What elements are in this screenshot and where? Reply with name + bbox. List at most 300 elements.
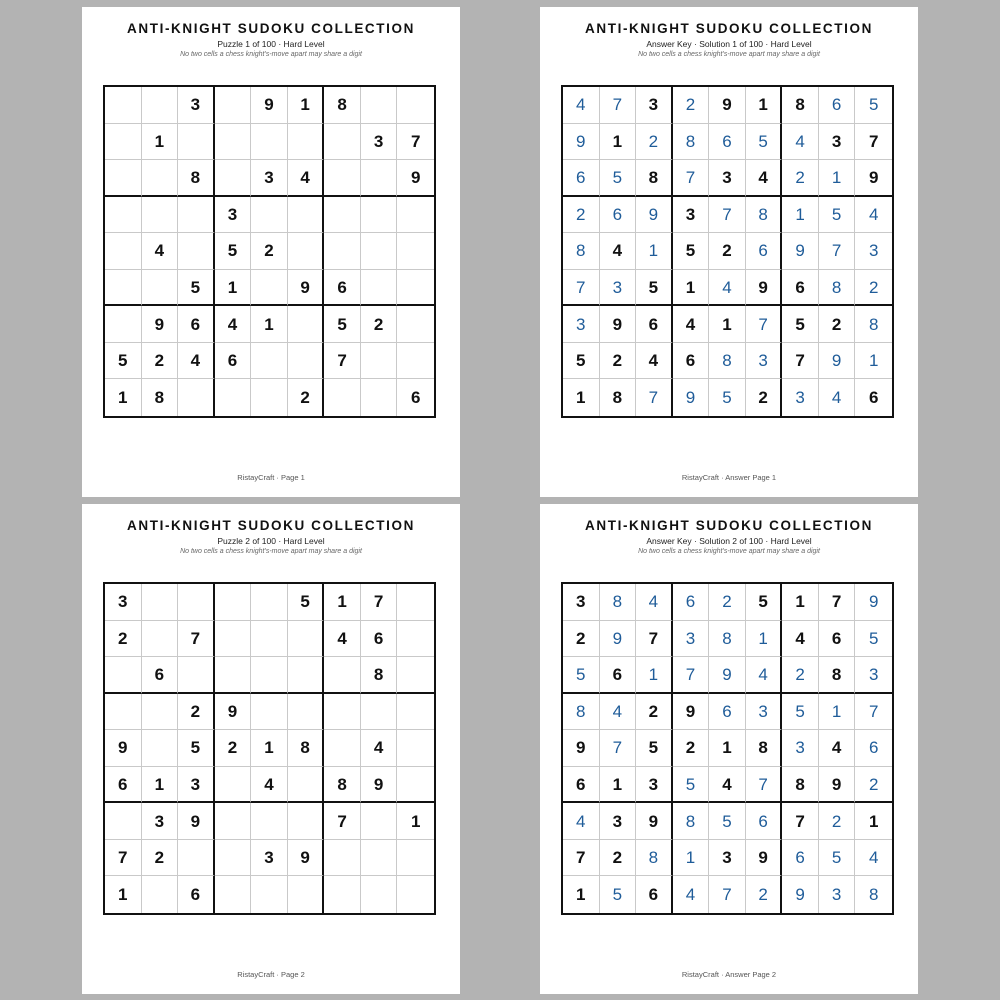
given-digit-cell: 7 xyxy=(324,343,361,380)
solution-digit-cell: 1 xyxy=(819,160,856,197)
solution-digit-cell: 1 xyxy=(636,657,673,694)
empty-cell xyxy=(324,876,361,913)
given-digit-cell: 1 xyxy=(600,124,637,161)
given-digit-cell: 3 xyxy=(563,584,600,621)
solution-digit-cell: 2 xyxy=(563,197,600,234)
empty-cell xyxy=(251,803,288,840)
solution-digit-cell: 2 xyxy=(709,584,746,621)
given-digit-cell: 2 xyxy=(105,621,142,658)
page-footer: RistayCraft · Answer Page 2 xyxy=(681,970,777,979)
puzzle-subtitle: Puzzle 2 of 100 · Hard Level xyxy=(217,536,325,546)
empty-cell xyxy=(215,584,252,621)
empty-cell xyxy=(251,584,288,621)
given-digit-cell: 8 xyxy=(324,87,361,124)
solution-digit-cell: 5 xyxy=(746,124,783,161)
given-digit-cell: 7 xyxy=(819,584,856,621)
empty-cell xyxy=(288,621,325,658)
given-digit-cell: 3 xyxy=(709,160,746,197)
solution-digit-cell: 9 xyxy=(819,343,856,380)
given-digit-cell: 7 xyxy=(178,621,215,658)
solution-digit-cell: 3 xyxy=(855,657,892,694)
solution-digit-cell: 3 xyxy=(782,379,819,416)
puzzle-page-2 xyxy=(82,504,460,994)
given-digit-cell: 9 xyxy=(142,306,179,343)
solution-digit-cell: 4 xyxy=(600,694,637,731)
solution-digit-cell: 7 xyxy=(709,876,746,913)
solution-digit-cell: 4 xyxy=(673,876,710,913)
given-digit-cell: 9 xyxy=(215,694,252,731)
given-digit-cell: 8 xyxy=(178,160,215,197)
solution-digit-cell: 1 xyxy=(673,840,710,877)
rule-text: No two cells a chess knight's-move apart may share a digit xyxy=(180,548,362,555)
given-digit-cell: 3 xyxy=(673,197,710,234)
solution-digit-cell: 7 xyxy=(746,306,783,343)
solution-digit-cell: 5 xyxy=(709,803,746,840)
given-digit-cell: 1 xyxy=(709,730,746,767)
given-digit-cell: 3 xyxy=(251,160,288,197)
sudoku-grid xyxy=(103,582,436,915)
solution-digit-cell: 5 xyxy=(673,767,710,804)
given-digit-cell: 8 xyxy=(746,730,783,767)
solution-digit-cell: 4 xyxy=(855,840,892,877)
given-digit-cell: 9 xyxy=(288,270,325,307)
solution-digit-cell: 7 xyxy=(673,657,710,694)
given-digit-cell: 1 xyxy=(782,584,819,621)
given-digit-cell: 1 xyxy=(746,87,783,124)
answer-subtitle: Answer Key · Solution 2 of 100 · Hard Level xyxy=(646,536,812,546)
given-digit-cell: 2 xyxy=(251,233,288,270)
given-digit-cell: 2 xyxy=(746,379,783,416)
empty-cell xyxy=(251,197,288,234)
page-footer: RistayCraft · Page 2 xyxy=(237,970,305,979)
given-digit-cell: 5 xyxy=(746,584,783,621)
empty-cell xyxy=(397,584,434,621)
given-digit-cell: 4 xyxy=(288,160,325,197)
empty-cell xyxy=(142,876,179,913)
empty-cell xyxy=(288,803,325,840)
empty-cell xyxy=(215,124,252,161)
empty-cell xyxy=(251,876,288,913)
solution-digit-cell: 5 xyxy=(600,160,637,197)
solution-digit-cell: 1 xyxy=(855,343,892,380)
solution-digit-cell: 6 xyxy=(563,160,600,197)
given-digit-cell: 8 xyxy=(361,657,398,694)
solution-digit-cell: 2 xyxy=(855,270,892,307)
given-digit-cell: 3 xyxy=(215,197,252,234)
empty-cell xyxy=(288,233,325,270)
empty-cell xyxy=(178,840,215,877)
empty-cell xyxy=(397,876,434,913)
given-digit-cell: 5 xyxy=(215,233,252,270)
empty-cell xyxy=(251,621,288,658)
solution-digit-cell: 5 xyxy=(709,379,746,416)
solution-digit-cell: 8 xyxy=(855,306,892,343)
empty-cell xyxy=(178,197,215,234)
rule-text: No two cells a chess knight's-move apart may share a digit xyxy=(638,51,820,58)
given-digit-cell: 4 xyxy=(215,306,252,343)
solution-digit-cell: 3 xyxy=(746,343,783,380)
given-digit-cell: 1 xyxy=(563,876,600,913)
solution-digit-cell: 9 xyxy=(782,233,819,270)
given-digit-cell: 7 xyxy=(782,343,819,380)
empty-cell xyxy=(397,657,434,694)
sudoku-solution-grid xyxy=(561,582,894,915)
collection-title: ANTI-KNIGHT SUDOKU COLLECTION xyxy=(585,21,873,36)
given-digit-cell: 3 xyxy=(105,584,142,621)
given-digit-cell: 5 xyxy=(563,343,600,380)
empty-cell xyxy=(215,160,252,197)
given-digit-cell: 9 xyxy=(855,160,892,197)
solution-digit-cell: 6 xyxy=(855,730,892,767)
solution-digit-cell: 6 xyxy=(746,803,783,840)
given-digit-cell: 2 xyxy=(819,306,856,343)
empty-cell xyxy=(288,197,325,234)
given-digit-cell: 1 xyxy=(142,124,179,161)
given-digit-cell: 2 xyxy=(563,621,600,658)
empty-cell xyxy=(361,87,398,124)
given-digit-cell: 5 xyxy=(324,306,361,343)
empty-cell xyxy=(251,379,288,416)
given-digit-cell: 9 xyxy=(563,730,600,767)
given-digit-cell: 7 xyxy=(361,584,398,621)
empty-cell xyxy=(105,270,142,307)
solution-digit-cell: 4 xyxy=(855,197,892,234)
solution-digit-cell: 8 xyxy=(563,233,600,270)
given-digit-cell: 5 xyxy=(636,730,673,767)
given-digit-cell: 8 xyxy=(600,379,637,416)
solution-digit-cell: 6 xyxy=(819,87,856,124)
given-digit-cell: 4 xyxy=(600,233,637,270)
given-digit-cell: 8 xyxy=(782,87,819,124)
given-digit-cell: 5 xyxy=(288,584,325,621)
given-digit-cell: 4 xyxy=(746,160,783,197)
given-digit-cell: 5 xyxy=(636,270,673,307)
given-digit-cell: 2 xyxy=(288,379,325,416)
empty-cell xyxy=(142,584,179,621)
solution-digit-cell: 7 xyxy=(746,767,783,804)
solution-digit-cell: 4 xyxy=(563,803,600,840)
empty-cell xyxy=(215,87,252,124)
given-digit-cell: 1 xyxy=(251,306,288,343)
empty-cell xyxy=(142,694,179,731)
empty-cell xyxy=(288,694,325,731)
empty-cell xyxy=(361,270,398,307)
given-digit-cell: 8 xyxy=(142,379,179,416)
solution-digit-cell: 9 xyxy=(636,197,673,234)
empty-cell xyxy=(397,306,434,343)
empty-cell xyxy=(105,657,142,694)
rule-text: No two cells a chess knight's-move apart may share a digit xyxy=(638,548,820,555)
solution-digit-cell: 8 xyxy=(673,124,710,161)
solution-digit-cell: 3 xyxy=(673,621,710,658)
solution-digit-cell: 6 xyxy=(782,840,819,877)
solution-digit-cell: 5 xyxy=(563,657,600,694)
solution-digit-cell: 9 xyxy=(600,621,637,658)
answer-page-2 xyxy=(540,504,918,994)
empty-cell xyxy=(397,233,434,270)
given-digit-cell: 3 xyxy=(251,840,288,877)
solution-digit-cell: 3 xyxy=(563,306,600,343)
solution-digit-cell: 5 xyxy=(819,197,856,234)
solution-digit-cell: 6 xyxy=(746,233,783,270)
given-digit-cell: 1 xyxy=(855,803,892,840)
solution-digit-cell: 9 xyxy=(709,657,746,694)
empty-cell xyxy=(288,767,325,804)
solution-digit-cell: 4 xyxy=(746,657,783,694)
given-digit-cell: 1 xyxy=(215,270,252,307)
empty-cell xyxy=(324,694,361,731)
solution-digit-cell: 4 xyxy=(709,270,746,307)
solution-digit-cell: 1 xyxy=(746,621,783,658)
given-digit-cell: 6 xyxy=(782,270,819,307)
collection-title: ANTI-KNIGHT SUDOKU COLLECTION xyxy=(127,21,415,36)
empty-cell xyxy=(397,840,434,877)
solution-digit-cell: 9 xyxy=(782,876,819,913)
puzzle-page-1 xyxy=(82,7,460,497)
given-digit-cell: 1 xyxy=(105,379,142,416)
given-digit-cell: 9 xyxy=(105,730,142,767)
empty-cell xyxy=(142,270,179,307)
empty-cell xyxy=(215,657,252,694)
given-digit-cell: 6 xyxy=(819,621,856,658)
given-digit-cell: 7 xyxy=(397,124,434,161)
empty-cell xyxy=(178,584,215,621)
empty-cell xyxy=(324,197,361,234)
solution-digit-cell: 8 xyxy=(868,885,879,905)
given-digit-cell: 4 xyxy=(178,343,215,380)
given-digit-cell: 6 xyxy=(142,657,179,694)
solution-digit-cell: 5 xyxy=(819,840,856,877)
empty-cell xyxy=(105,197,142,234)
solution-digit-cell: 4 xyxy=(563,87,600,124)
solution-digit-cell: 7 xyxy=(563,270,600,307)
empty-cell xyxy=(288,876,325,913)
solution-digit-cell: 9 xyxy=(673,379,710,416)
given-digit-cell: 6 xyxy=(868,388,879,408)
solution-digit-cell: 2 xyxy=(746,876,783,913)
collection-title: ANTI-KNIGHT SUDOKU COLLECTION xyxy=(585,518,873,533)
empty-cell xyxy=(324,160,361,197)
given-digit-cell: 2 xyxy=(600,343,637,380)
given-digit-cell: 5 xyxy=(178,270,215,307)
empty-cell xyxy=(251,270,288,307)
empty-cell xyxy=(105,306,142,343)
given-digit-cell: 9 xyxy=(251,87,288,124)
empty-cell xyxy=(324,657,361,694)
given-digit-cell: 5 xyxy=(673,233,710,270)
empty-cell xyxy=(397,197,434,234)
given-digit-cell: 3 xyxy=(361,124,398,161)
given-digit-cell: 4 xyxy=(636,343,673,380)
solution-digit-cell: 8 xyxy=(709,621,746,658)
empty-cell xyxy=(215,840,252,877)
solution-digit-cell: 7 xyxy=(709,197,746,234)
given-digit-cell: 9 xyxy=(746,840,783,877)
empty-cell xyxy=(361,197,398,234)
given-digit-cell: 4 xyxy=(709,767,746,804)
empty-cell xyxy=(324,379,361,416)
solution-digit-cell: 3 xyxy=(746,694,783,731)
given-digit-cell: 4 xyxy=(142,233,179,270)
given-digit-cell: 3 xyxy=(142,803,179,840)
empty-cell xyxy=(397,87,434,124)
empty-cell xyxy=(288,343,325,380)
solution-digit-cell: 3 xyxy=(782,730,819,767)
given-digit-cell: 7 xyxy=(636,621,673,658)
empty-cell xyxy=(324,124,361,161)
solution-digit-cell: 4 xyxy=(636,584,673,621)
given-digit-cell: 6 xyxy=(636,876,673,913)
given-digit-cell: 9 xyxy=(819,767,856,804)
given-digit-cell: 2 xyxy=(361,306,398,343)
given-digit-cell: 9 xyxy=(673,694,710,731)
given-digit-cell: 9 xyxy=(397,160,434,197)
given-digit-cell: 3 xyxy=(600,803,637,840)
solution-digit-cell: 9 xyxy=(563,124,600,161)
solution-digit-cell: 8 xyxy=(673,803,710,840)
solution-digit-cell: 6 xyxy=(673,584,710,621)
empty-cell xyxy=(105,87,142,124)
answer-subtitle: Answer Key · Solution 1 of 100 · Hard Level xyxy=(646,39,812,49)
given-digit-cell: 6 xyxy=(410,388,421,408)
given-digit-cell: 2 xyxy=(673,730,710,767)
empty-cell xyxy=(397,621,434,658)
solution-digit-cell: 1 xyxy=(782,197,819,234)
empty-cell xyxy=(251,343,288,380)
empty-cell xyxy=(324,233,361,270)
given-digit-cell: 4 xyxy=(324,621,361,658)
solution-digit-cell: 7 xyxy=(855,694,892,731)
given-digit-cell: 6 xyxy=(215,343,252,380)
empty-cell xyxy=(178,124,215,161)
empty-cell xyxy=(288,306,325,343)
given-digit-cell: 1 xyxy=(709,306,746,343)
given-digit-cell: 8 xyxy=(324,767,361,804)
solution-digit-cell: 8 xyxy=(636,840,673,877)
given-digit-cell: 3 xyxy=(709,840,746,877)
given-digit-cell: 1 xyxy=(600,767,637,804)
solution-digit-cell: 6 xyxy=(709,694,746,731)
solution-digit-cell: 5 xyxy=(855,87,892,124)
given-digit-cell: 1 xyxy=(251,730,288,767)
solution-digit-cell: 8 xyxy=(600,584,637,621)
empty-cell xyxy=(215,767,252,804)
empty-cell xyxy=(142,87,179,124)
given-digit-cell: 7 xyxy=(855,124,892,161)
given-digit-cell: 6 xyxy=(105,767,142,804)
puzzle-subtitle: Puzzle 1 of 100 · Hard Level xyxy=(217,39,325,49)
empty-cell xyxy=(397,270,434,307)
given-digit-cell: 2 xyxy=(215,730,252,767)
given-digit-cell: 3 xyxy=(636,87,673,124)
given-digit-cell: 9 xyxy=(636,803,673,840)
given-digit-cell: 1 xyxy=(324,584,361,621)
solution-digit-cell: 8 xyxy=(709,343,746,380)
solution-digit-cell: 9 xyxy=(855,584,892,621)
empty-cell xyxy=(251,657,288,694)
given-digit-cell: 1 xyxy=(563,379,600,416)
empty-cell xyxy=(105,694,142,731)
solution-digit-cell: 2 xyxy=(855,767,892,804)
empty-cell xyxy=(324,730,361,767)
given-digit-cell: 6 xyxy=(178,876,215,913)
given-digit-cell: 1 xyxy=(397,803,434,840)
empty-cell xyxy=(361,803,398,840)
given-digit-cell: 2 xyxy=(636,694,673,731)
empty-cell xyxy=(288,657,325,694)
empty-cell xyxy=(397,730,434,767)
given-digit-cell: 6 xyxy=(636,306,673,343)
given-digit-cell: 4 xyxy=(673,306,710,343)
empty-cell xyxy=(361,840,398,877)
given-digit-cell: 2 xyxy=(178,694,215,731)
empty-cell xyxy=(142,160,179,197)
solution-digit-cell: 4 xyxy=(782,124,819,161)
page-footer: RistayCraft · Page 1 xyxy=(237,473,305,482)
given-digit-cell: 6 xyxy=(361,621,398,658)
collection-title: ANTI-KNIGHT SUDOKU COLLECTION xyxy=(127,518,415,533)
empty-cell xyxy=(397,343,434,380)
solution-digit-cell: 6 xyxy=(600,197,637,234)
given-digit-cell: 9 xyxy=(288,840,325,877)
answer-page-1 xyxy=(540,7,918,497)
solution-digit-cell: 2 xyxy=(782,160,819,197)
given-digit-cell: 1 xyxy=(105,876,142,913)
given-digit-cell: 9 xyxy=(600,306,637,343)
given-digit-cell: 2 xyxy=(142,840,179,877)
solution-digit-cell: 8 xyxy=(746,197,783,234)
empty-cell xyxy=(361,876,398,913)
solution-digit-cell: 1 xyxy=(819,694,856,731)
sudoku-grid xyxy=(103,85,436,418)
solution-digit-cell: 7 xyxy=(600,87,637,124)
solution-digit-cell: 2 xyxy=(782,657,819,694)
empty-cell xyxy=(178,379,215,416)
given-digit-cell: 6 xyxy=(178,306,215,343)
given-digit-cell: 3 xyxy=(819,124,856,161)
page-footer: RistayCraft · Answer Page 1 xyxy=(681,473,777,482)
empty-cell xyxy=(142,730,179,767)
empty-cell xyxy=(288,124,325,161)
solution-digit-cell: 7 xyxy=(819,233,856,270)
solution-digit-cell: 4 xyxy=(819,379,856,416)
solution-digit-cell: 5 xyxy=(600,876,637,913)
given-digit-cell: 7 xyxy=(782,803,819,840)
solution-digit-cell: 3 xyxy=(600,270,637,307)
solution-digit-cell: 2 xyxy=(636,124,673,161)
solution-digit-cell: 2 xyxy=(673,87,710,124)
given-digit-cell: 1 xyxy=(673,270,710,307)
given-digit-cell: 2 xyxy=(142,343,179,380)
given-digit-cell: 6 xyxy=(673,343,710,380)
empty-cell xyxy=(105,803,142,840)
empty-cell xyxy=(361,694,398,731)
given-digit-cell: 8 xyxy=(819,657,856,694)
given-digit-cell: 2 xyxy=(600,840,637,877)
empty-cell xyxy=(142,621,179,658)
given-digit-cell: 6 xyxy=(563,767,600,804)
given-digit-cell: 4 xyxy=(819,730,856,767)
solution-digit-cell: 3 xyxy=(855,233,892,270)
empty-cell xyxy=(251,694,288,731)
empty-cell xyxy=(105,160,142,197)
solution-digit-cell: 6 xyxy=(709,124,746,161)
empty-cell xyxy=(324,840,361,877)
empty-cell xyxy=(178,233,215,270)
empty-cell xyxy=(361,379,398,416)
solution-digit-cell: 1 xyxy=(636,233,673,270)
given-digit-cell: 3 xyxy=(636,767,673,804)
